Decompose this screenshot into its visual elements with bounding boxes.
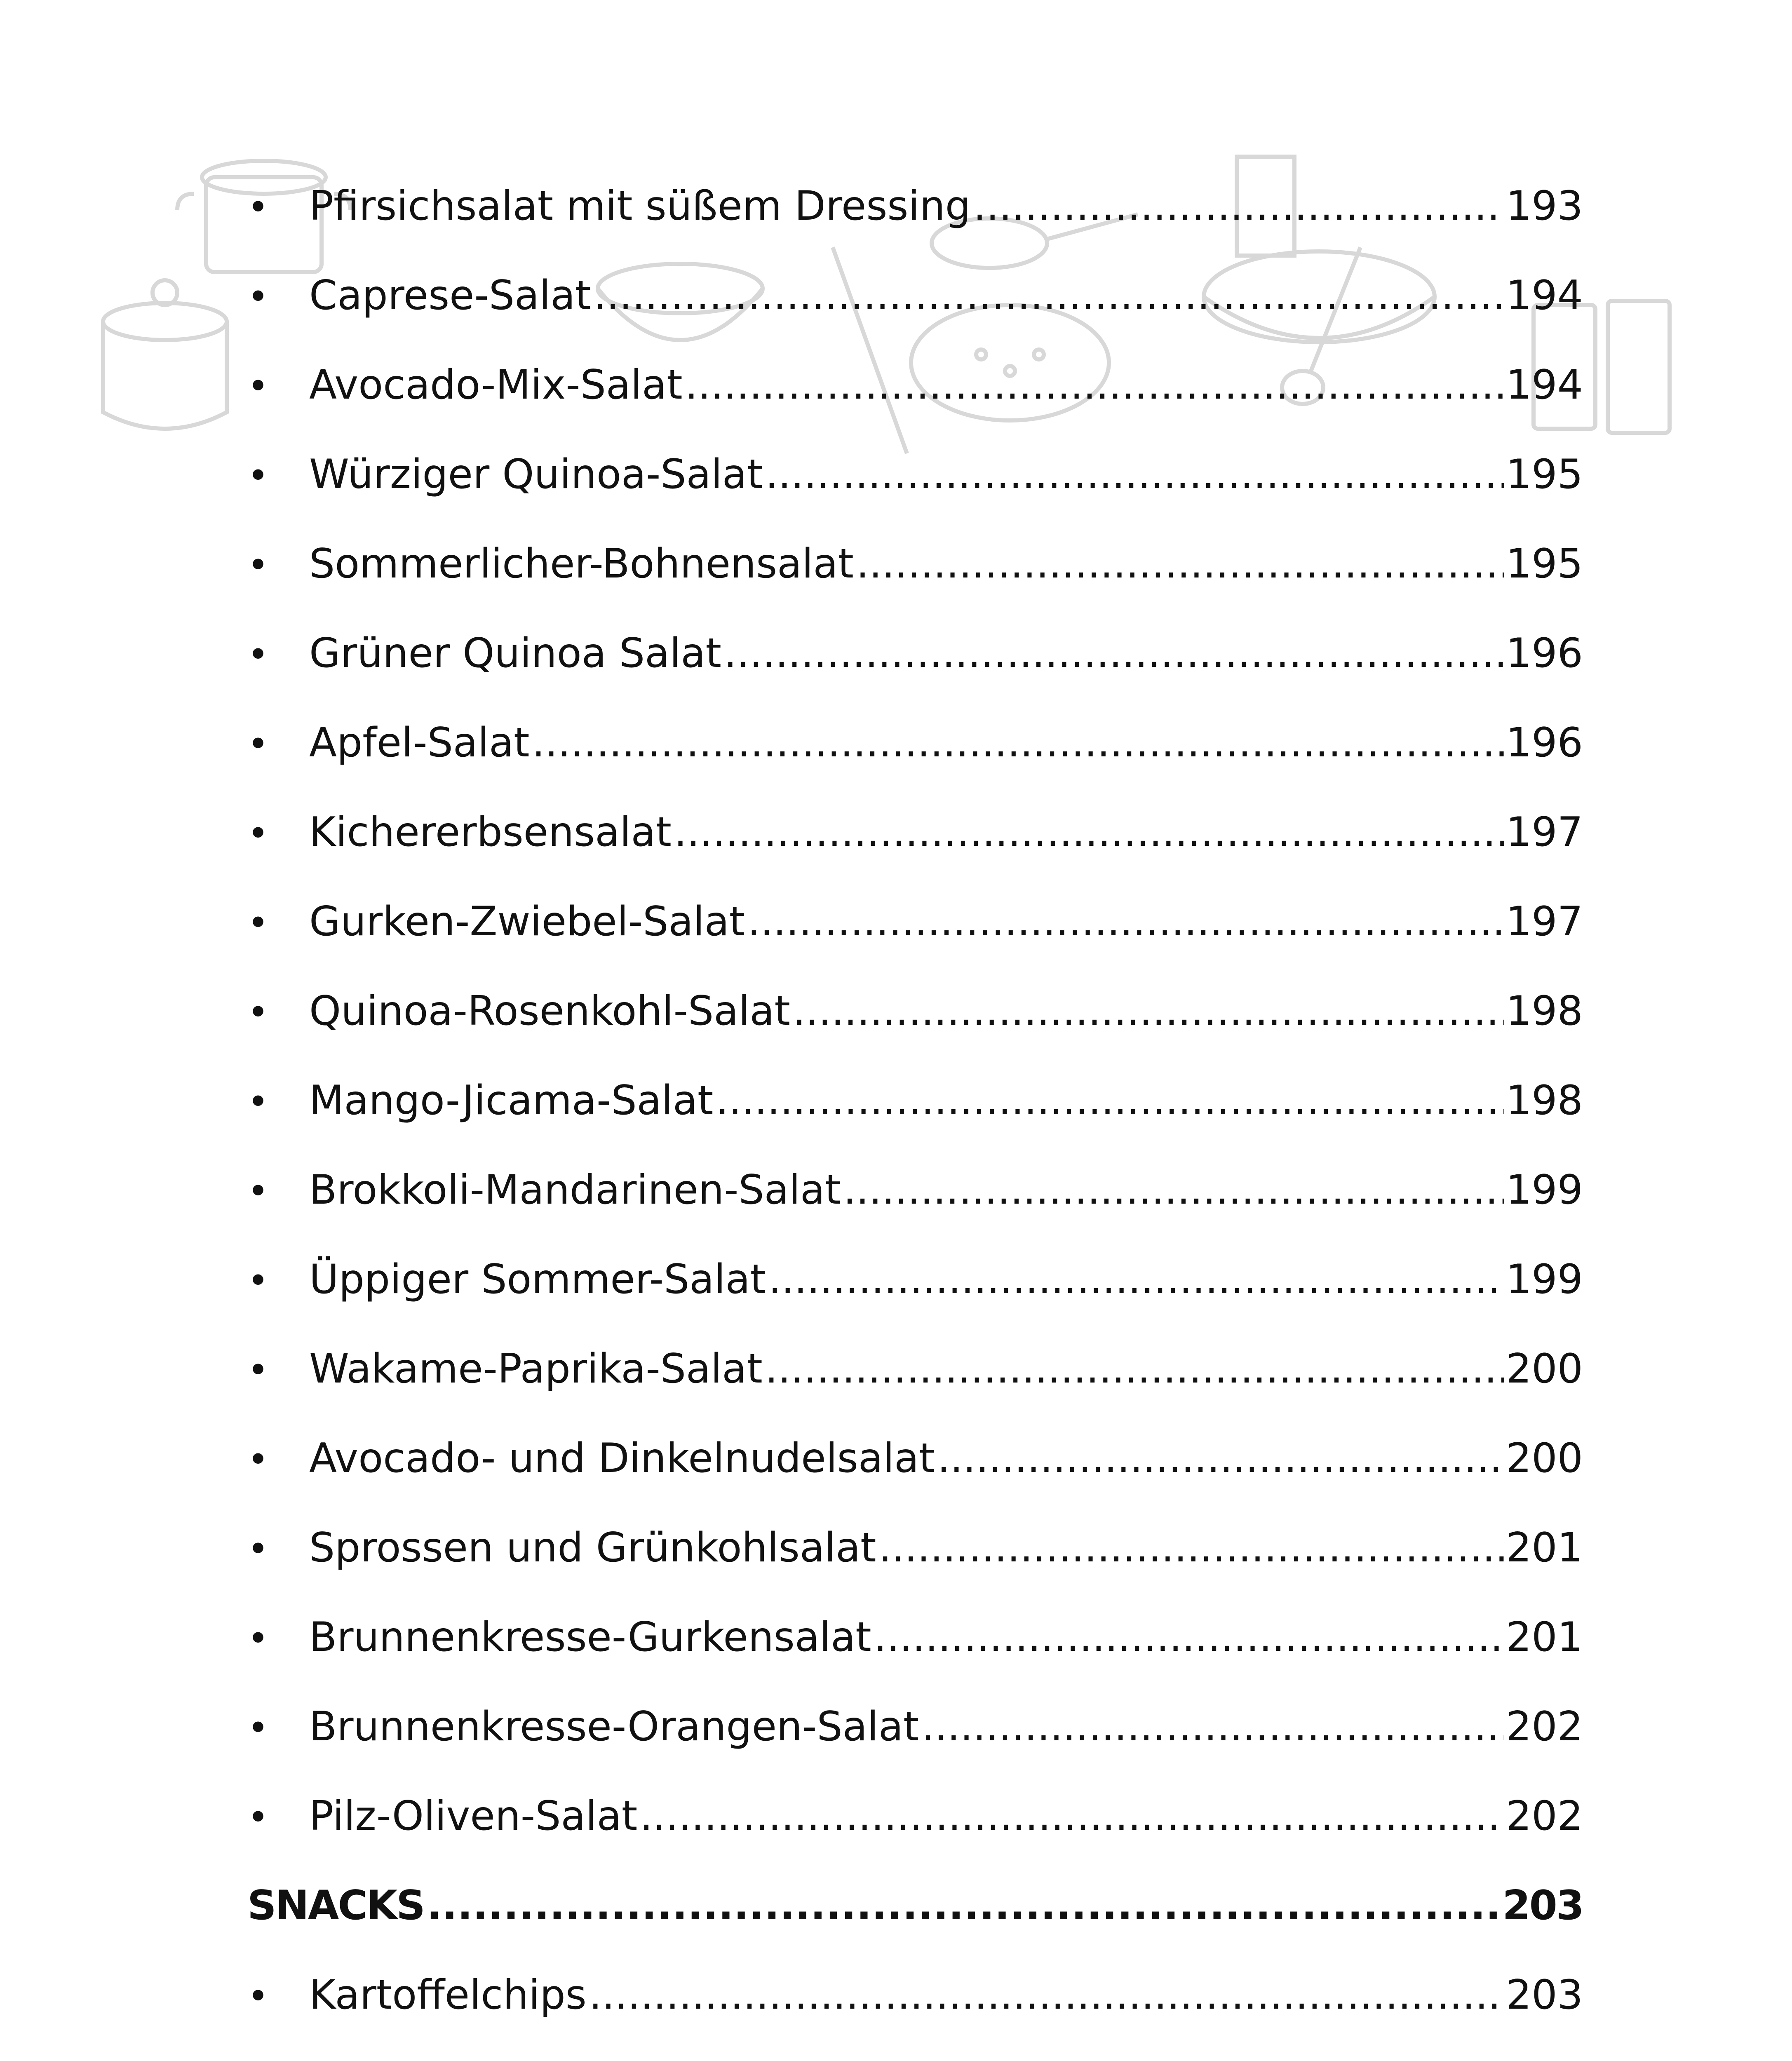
dot-leader	[793, 967, 1504, 1056]
toc-entry-title: Wakame-Paprika-Salat	[309, 1345, 763, 1392]
dot-leader	[589, 1951, 1504, 2040]
toc-entry-title: Brunnenkresse-Orangen-Salat	[309, 1703, 919, 1750]
bullet-icon: •	[247, 1080, 269, 1123]
toc-entry-page-number: 201	[1505, 1524, 1583, 1571]
toc-entry[interactable]	[247, 2040, 1583, 2061]
toc-entry-title	[309, 2040, 772, 2061]
dot-leader	[937, 1414, 1504, 1503]
bullet-icon: •	[247, 991, 269, 1033]
dot-leader	[973, 162, 1504, 251]
dot-leader	[843, 1146, 1504, 1235]
dot-leader	[765, 1324, 1504, 1414]
bullet-icon	[247, 2041, 309, 2061]
toc-entry[interactable]	[247, 519, 1583, 609]
dot-leader	[724, 609, 1504, 698]
toc-entry-page-number: 193	[1505, 183, 1583, 230]
toc-entry-page-number: 200	[1505, 1435, 1583, 1482]
toc-entry-page-number: 198	[1505, 1077, 1583, 1124]
toc-entry[interactable]	[247, 609, 1583, 698]
toc-entry-title: Avocado-Mix-Salat	[309, 361, 683, 408]
dot-leader	[685, 340, 1504, 430]
toc-entry-page-number: 199	[1505, 1256, 1583, 1303]
toc-entry-page-number: 195	[1505, 451, 1583, 498]
section-page-number: 203	[1502, 1882, 1583, 1929]
bullet-icon: •	[247, 1617, 269, 1660]
toc-entry-title: Gurken-Zwiebel-Salat	[309, 898, 745, 945]
toc-entry[interactable]	[247, 1593, 1583, 1682]
bullet-icon: •	[247, 275, 269, 318]
snack-items-list	[247, 1951, 1583, 2061]
toc-entry-title: Sommerlicher-Bohnensalat	[309, 540, 854, 587]
toc-entry-page-number: 197	[1505, 898, 1583, 945]
toc-entry-title: Brunnenkresse-Gurkensalat	[309, 1614, 871, 1661]
toc-entry-page-number: 194	[1505, 272, 1583, 319]
toc-entry-title: Pilz-Oliven-Salat	[309, 1793, 638, 1840]
toc-entry[interactable]	[247, 698, 1583, 788]
dot-leader	[772, 2040, 1504, 2061]
toc-entry-title: Mango-Jicama-Salat	[309, 1077, 714, 1124]
toc-entry-title: Kartoffelchips	[309, 1972, 587, 2019]
toc-entry[interactable]	[247, 1056, 1583, 1146]
toc-entry-page-number	[1504, 2040, 1583, 2061]
toc-entry[interactable]	[247, 1682, 1583, 1772]
toc-entry-page-number: 201	[1505, 1614, 1583, 1661]
salad-items-list	[247, 162, 1583, 1861]
bullet-icon: •	[247, 723, 269, 765]
bullet-icon: •	[247, 812, 269, 854]
toc-entry-page-number: 200	[1505, 1345, 1583, 1392]
dot-leader	[427, 1861, 1501, 1951]
toc-entry-title: Caprese-Salat	[309, 272, 591, 319]
toc-entry-page-number: 202	[1505, 1793, 1583, 1840]
toc-entry[interactable]	[247, 1414, 1583, 1503]
toc-entry-page-number: 199	[1505, 1167, 1583, 1214]
dot-leader	[716, 1056, 1504, 1146]
dot-leader	[768, 1235, 1504, 1324]
dot-leader	[594, 251, 1504, 340]
toc-entry-title: Avocado- und Dinkelnudelsalat	[309, 1435, 935, 1482]
toc-entry[interactable]	[247, 967, 1583, 1056]
bullet-icon: •	[247, 1438, 269, 1481]
toc-entry-page-number: 197	[1505, 809, 1583, 856]
toc-entry-page-number: 195	[1505, 540, 1583, 587]
toc-entry[interactable]	[247, 877, 1583, 967]
bullet-icon: •	[247, 1259, 269, 1302]
bullet-icon: •	[247, 1975, 269, 2017]
toc-entry-title: Üppiger Sommer-Salat	[309, 1256, 766, 1303]
section-title: SNACKS	[247, 1882, 424, 1929]
toc-entry[interactable]	[247, 340, 1583, 430]
toc-entry-page-number: 196	[1505, 630, 1583, 677]
bullet-icon: •	[247, 1707, 269, 1749]
dot-leader	[879, 1503, 1504, 1593]
dot-leader	[765, 430, 1504, 519]
toc-entry-page-number: 202	[1505, 1703, 1583, 1750]
toc-entry-title: Würziger Quinoa-Salat	[309, 451, 763, 498]
dot-leader	[874, 1593, 1504, 1682]
toc-entry-title: Pfirsichsalat mit süßem Dressing	[309, 183, 971, 230]
dot-leader	[856, 519, 1504, 609]
bullet-icon: •	[247, 186, 269, 228]
toc-entry-page-number: 203	[1505, 1972, 1583, 2019]
dot-leader	[921, 1682, 1504, 1772]
bullet-icon: •	[247, 544, 269, 586]
toc-entry-title: Kichererbsensalat	[309, 809, 672, 856]
toc-entry-title: Grüner Quinoa Salat	[309, 630, 721, 677]
toc-entry-title: Sprossen und Grünkohlsalat	[309, 1524, 876, 1571]
dot-leader	[674, 788, 1504, 877]
dot-leader	[532, 698, 1504, 788]
lidded-pot-icon	[103, 280, 227, 429]
toc-entry-page-number: 194	[1505, 361, 1583, 408]
toc-entry[interactable]	[247, 1235, 1583, 1324]
toc-entry[interactable]	[247, 1503, 1583, 1593]
toc-entry[interactable]	[247, 1951, 1583, 2040]
bullet-icon: •	[247, 633, 269, 676]
bullet-icon: •	[247, 1796, 269, 1838]
toc-entry-title: Quinoa-Rosenkohl-Salat	[309, 988, 790, 1035]
bullet-icon: •	[247, 454, 269, 497]
toc-entry[interactable]	[247, 1324, 1583, 1414]
toc-entry-page-number: 198	[1505, 988, 1583, 1035]
bullet-icon: •	[247, 901, 269, 944]
dot-leader	[747, 877, 1504, 967]
dot-leader	[640, 1772, 1504, 1861]
toc-entry[interactable]	[247, 162, 1583, 251]
bullet-icon: •	[247, 365, 269, 407]
toc-entry[interactable]	[247, 1146, 1583, 1235]
toc-section-snacks[interactable]	[247, 1861, 1583, 1951]
toc-entry[interactable]	[247, 251, 1583, 340]
bullet-icon: •	[247, 1349, 269, 1391]
bullet-icon: •	[247, 1170, 269, 1212]
toc-entry-title: Brokkoli-Mandarinen-Salat	[309, 1167, 841, 1214]
toc-entry-page-number: 196	[1505, 719, 1583, 766]
toc-entry[interactable]	[247, 430, 1583, 519]
table-of-contents	[247, 162, 1583, 2061]
toc-entry-title: Apfel-Salat	[309, 719, 530, 766]
bullet-icon: •	[247, 1528, 269, 1570]
toc-entry[interactable]	[247, 1772, 1583, 1861]
toc-entry[interactable]	[247, 788, 1583, 877]
